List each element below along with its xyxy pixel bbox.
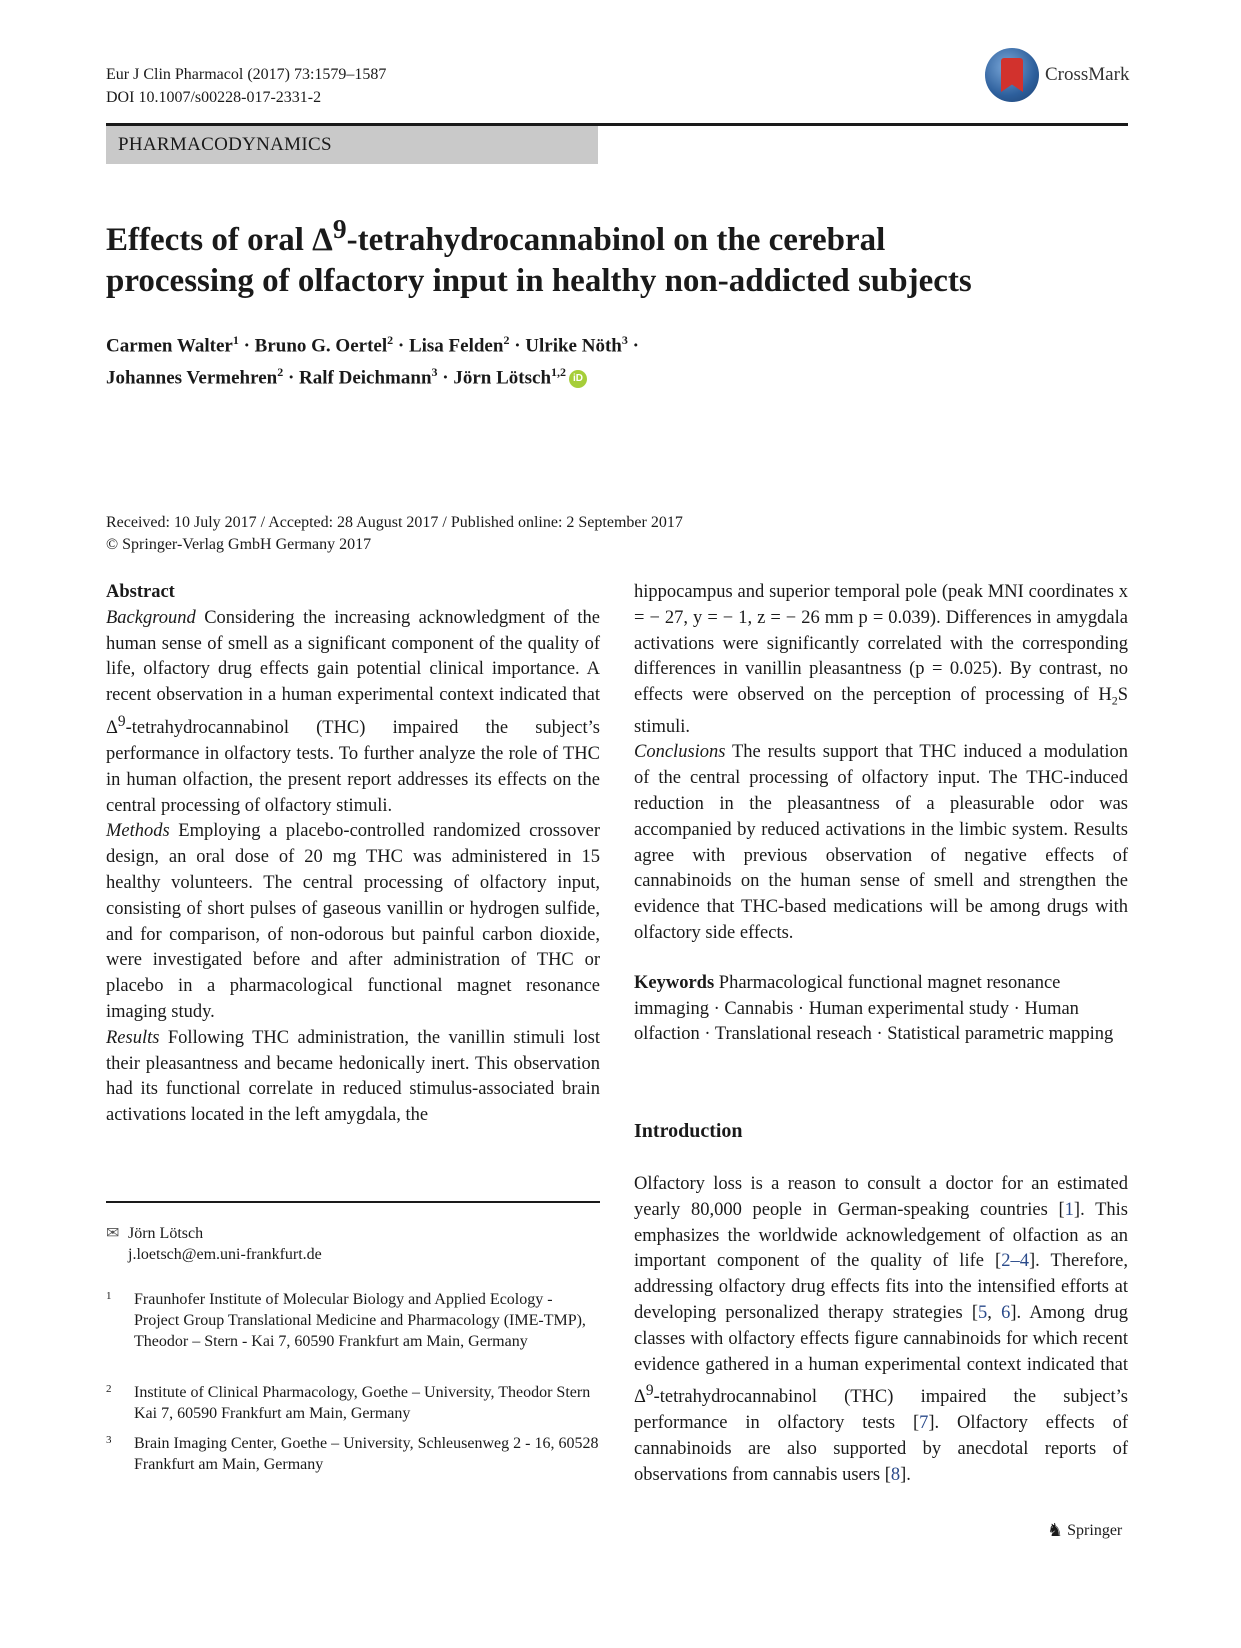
intro-sup: 9 <box>645 1382 654 1400</box>
affiliation-text: Fraunhofer Institute of Molecular Biology and Applied Ecology - Project Group Translational Medicine and Pharmacology (IME-TMP), Theodor – Stern - Kai 7, 60590 Frankfurt am Main, Germany <box>134 1291 586 1350</box>
title-part: -tetrahydrocannabinol on the cerebral <box>346 222 886 258</box>
abstract-heading: Abstract <box>106 582 175 602</box>
author-aff: 2 <box>503 333 510 347</box>
citation-link[interactable]: 7 <box>919 1413 929 1434</box>
abstract-left-column <box>106 580 600 1129</box>
abstract-background <box>106 606 600 820</box>
results-text: hippocampus and superior temporal pole (peak MNI coordinates x = − 27, y = − 1, z = − 26 mm p = 0.039). Differences in amygdala activations were significantly correlated with the corresponding differences in vanillin pleasantness (p = 0.025). By contrast, no effects were observed on the perception of processing of H <box>634 582 1128 706</box>
dates-line: Received: 10 July 2017 / Accepted: 28 August 2017 / Published online: 2 September 2017 <box>106 514 683 531</box>
citation-link[interactable]: 1 <box>1064 1199 1074 1220</box>
intro-text: Olfactory loss is a reason to consult a doctor for an estimated yearly 80,000 people in German-speaking countries [ <box>634 1174 1128 1220</box>
introduction-body <box>634 1172 1128 1489</box>
citation-link[interactable]: 2–4 <box>1001 1251 1029 1272</box>
keywords-label: Keywords <box>634 972 715 993</box>
intro-text: ]. Therefore, addressing olfactory drug effects fits into the intensified efforts at developing personalized therapy strategies [ <box>634 1251 1128 1323</box>
citation-link[interactable]: 6 <box>1001 1302 1011 1323</box>
citation-link[interactable]: 5 <box>978 1302 988 1323</box>
results-text: Following THC administration, the vanillin stimuli lost their pleasantness and became hedonically inert. This observation had its functional correlate in reduced stimulus-associated brain activations located in the left amygdala, the <box>106 1027 600 1126</box>
author-name[interactable]: Ralf Deichmann <box>299 367 432 389</box>
affiliation <box>106 1433 600 1475</box>
intro-text: ]. Among drug classes with olfactory effects figure cannabinoids for which recent evidence gathered in a human experimental context indicated that Δ <box>634 1302 1128 1408</box>
intro-text: ]. <box>900 1464 911 1485</box>
affiliation <box>106 1289 600 1352</box>
citation-link[interactable]: 8 <box>890 1464 901 1485</box>
affiliation-num: 2 <box>106 1383 112 1395</box>
publication-dates <box>106 512 683 556</box>
keywords-text: Pharmacological functional magnet resonance immaging · Cannabis · Human experimental study · Human olfaction · Translational reseach · Statistical parametric mapping <box>634 972 1114 1045</box>
abstract-methods <box>106 819 600 1025</box>
results-continued <box>634 580 1128 740</box>
title-line-2: processing of olfactory input in healthy non-addicted subjects <box>106 263 972 299</box>
author-aff: 2 <box>387 333 394 347</box>
affiliation-text: Brain Imaging Center, Goethe – University, Schleusenweg 2 - 16, 60528 Frankfurt am Main, Germany <box>134 1435 599 1473</box>
crossmark-icon <box>985 48 1039 102</box>
affiliation <box>106 1382 600 1424</box>
journal-citation <box>106 63 386 109</box>
springer-horse-icon: ♞ <box>1047 1520 1064 1540</box>
author-aff: 3 <box>431 365 438 380</box>
methods-text: Employing a placebo-controlled randomized crossover design, an oral dose of 20 mg THC was administered in 15 healthy volunteers. The central processing of olfactory input, consisting of short pulses of gaseous vanillin or hydrogen sulfide, and for comparison, of non-odorous but painful carbon dioxide, were investigated before and after administration of THC or placebo in a pharmacological functional magnet resonance imaging study. <box>106 821 600 1022</box>
journal-line: Eur J Clin Pharmacol (2017) 73:1579–1587 <box>106 66 387 83</box>
publisher-name: Springer <box>1067 1521 1123 1539</box>
keywords <box>634 971 1128 1048</box>
abstract-conclusions <box>634 740 1128 946</box>
affiliation-num: 3 <box>106 1434 112 1446</box>
envelope-icon: ✉ <box>106 1225 120 1242</box>
author-aff: 2 <box>277 365 284 380</box>
intro-text: ]. This emphasizes the worldwide acknowledgement of olfaction as an important component of the quality of life [ <box>634 1199 1128 1272</box>
intro-text: -tetrahydrocannabinol (THC) impaired the subject’s performance in olfactory tests [ <box>634 1387 1128 1434</box>
crossmark-label: CrossMark <box>1045 64 1130 85</box>
corr-name: Jörn Lötsch <box>128 1225 204 1242</box>
title-part: Effects of oral Δ <box>106 222 333 258</box>
author-name[interactable]: Johannes Vermehren <box>106 367 278 389</box>
conclusions-label: Conclusions <box>634 742 726 763</box>
publisher-logo <box>1047 1520 1122 1541</box>
background-label: Background <box>106 607 196 628</box>
affiliation-text: Institute of Clinical Pharmacology, Goethe – University, Theodor Stern Kai 7, 60590 Frankfurt am Main, Germany <box>134 1384 591 1422</box>
copyright-line: © Springer-Verlag GmbH Germany 2017 <box>106 536 372 553</box>
introduction-heading: Introduction <box>634 1120 743 1142</box>
background-sup: 9 <box>117 712 126 730</box>
author-aff: 3 <box>621 333 628 347</box>
conclusions-text: The results support that THC induced a modulation of the central processing of olfactory input. The THC-induced reduction in the pleasantness of a pleasurable odor was accompanied by reduced activations in the limbic system. Results agree with previous observation of negative effects of cannabinoids on the human sense of smell and strengthen the evidence that THC-based medications will be among drugs with olfactory side effects. <box>634 742 1128 944</box>
results-text: S stimuli. <box>634 685 1128 737</box>
title-sup: 9 <box>332 213 347 244</box>
results-sub: 2 <box>1111 693 1118 708</box>
affiliation-num: 1 <box>106 1290 112 1302</box>
author-name[interactable]: Bruno G. Oertel <box>254 335 388 357</box>
corr-email[interactable]: j.loetsch@em.uni-frankfurt.de <box>128 1246 322 1263</box>
author-list: Carmen Walter$^1$ · Bruno G. Oertel$^2$ · Lisa Felden$^2$ · Ulrike Nöth$^3$ · Johannes Vermehren$^2$ · Ralf Deichmann$^3$ · Jörn Lötsch$^{1,2}$ iD <box>106 333 639 389</box>
section-label: PHARMACODYNAMICS <box>106 126 598 164</box>
doi-line: DOI 10.1007/s00228-017-2331-2 <box>106 89 322 106</box>
correspondence <box>106 1223 322 1265</box>
article-title <box>106 208 1106 302</box>
background-text: Considering the increasing acknowledgment of the human sense of smell as a significant component of the quality of life, olfactory drug effects gain potential clinical importance. A recent observation in a human experimental context indicated that Δ <box>106 607 600 739</box>
background-text: -tetrahydrocannabinol (THC) impaired the subject’s performance in olfactory tests. To further analyze the role of THC in human olfaction, the present report addresses its effects on the central processing of olfactory stimuli. <box>106 718 600 816</box>
orcid-icon[interactable]: iD <box>569 370 587 388</box>
abstract-results <box>106 1026 600 1129</box>
footnote-rule <box>106 1201 600 1203</box>
author-aff: 1 <box>232 333 239 347</box>
intro-text: , <box>987 1302 1002 1323</box>
intro-text: ]. Olfactory effects of cannabinoids are also supported by anecdotal reports of observations from cannabis users [ <box>634 1413 1128 1485</box>
author-aff: 1,2 <box>551 365 567 380</box>
methods-label: Methods <box>106 821 170 842</box>
crossmark-badge[interactable] <box>985 48 1129 102</box>
author-name[interactable]: Jörn Lötsch <box>453 367 552 389</box>
author-name[interactable]: Lisa Felden <box>408 335 504 357</box>
results-label: Results <box>106 1027 160 1048</box>
author-name[interactable]: Ulrike Nöth <box>525 335 622 357</box>
abstract-right-column <box>634 580 1128 1048</box>
author-name[interactable]: Carmen Walter <box>106 335 233 357</box>
